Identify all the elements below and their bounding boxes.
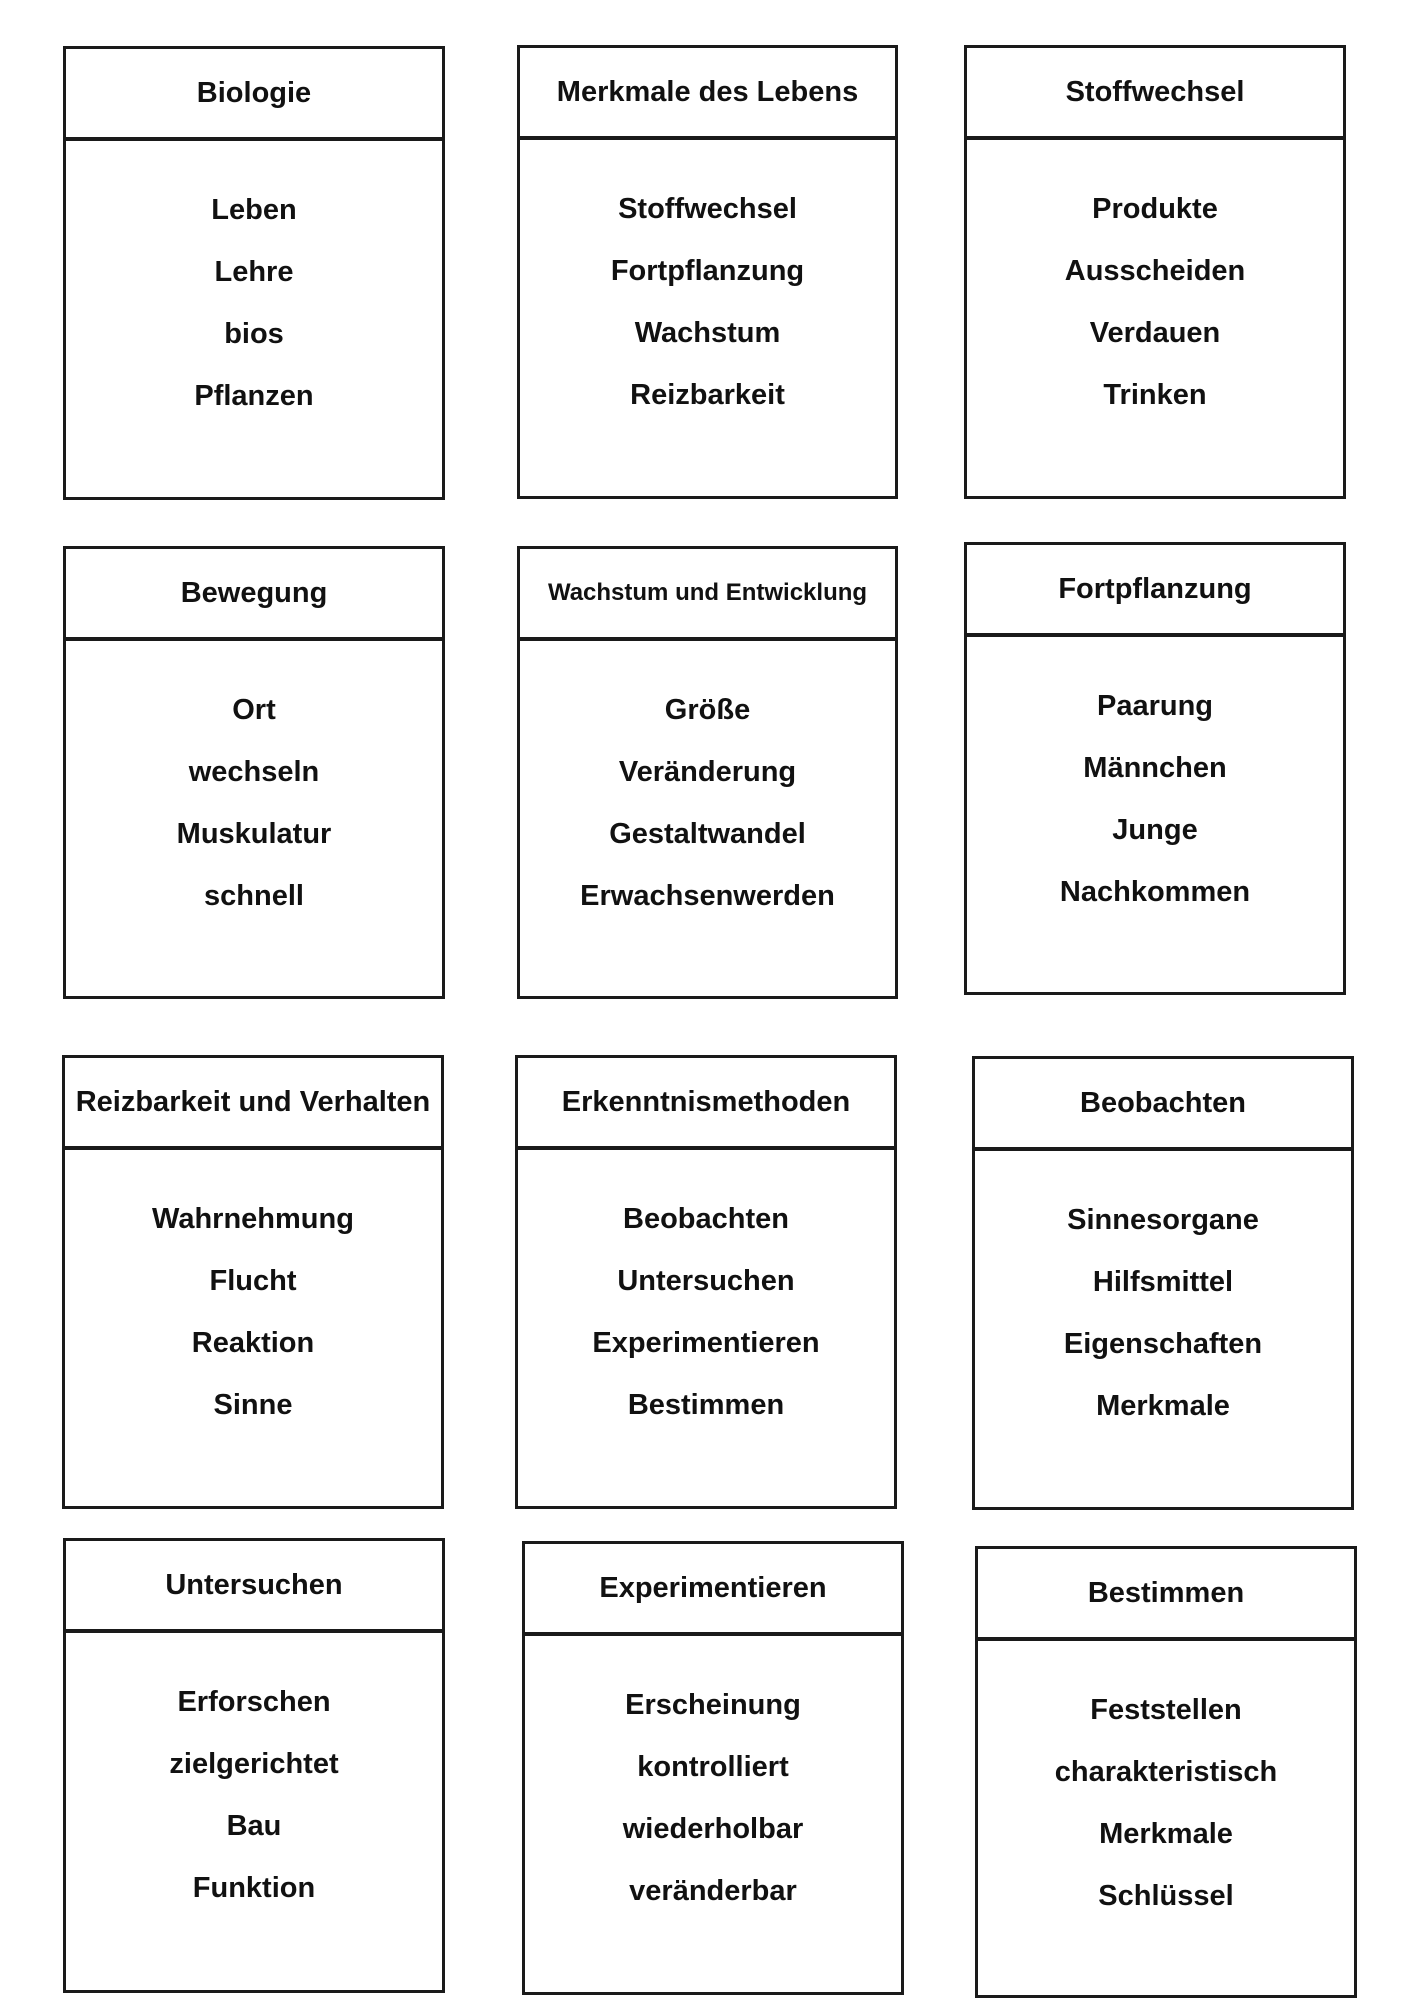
card-stoffwechsel: [964, 45, 1346, 499]
card-word: Veränderung: [618, 756, 797, 788]
card-word: Experimentieren: [592, 1327, 820, 1359]
card-word: Reaktion: [191, 1327, 315, 1359]
card-word: Leben: [211, 194, 297, 226]
card-word: Pflanzen: [194, 380, 314, 412]
card-word: Größe: [664, 694, 751, 726]
card-word-list: [967, 178, 1343, 426]
card-word: Wachstum: [634, 317, 781, 349]
card-word: Sinne: [213, 1389, 293, 1421]
card-word-list: [975, 1189, 1351, 1437]
card-word: veränderbar: [629, 1875, 797, 1907]
card-word: bios: [224, 318, 284, 350]
card-word: Bestimmen: [627, 1389, 785, 1421]
card-bestimmen: [975, 1546, 1357, 1998]
card-word: Nachkommen: [1059, 876, 1251, 908]
card-word-list: [65, 1188, 441, 1436]
card-word-list: [525, 1674, 901, 1922]
card-word-list: [978, 1679, 1354, 1927]
card-word: Merkmale: [1099, 1818, 1233, 1850]
card-word: Fortpflanzung: [610, 255, 805, 287]
card-word: Funktion: [192, 1872, 316, 1904]
card-wachstum-und-entwicklung: [517, 546, 898, 999]
card-word: zielgerichtet: [169, 1748, 339, 1780]
card-word: Schlüssel: [1098, 1880, 1234, 1912]
card-word-list: [66, 179, 442, 427]
card-word: Merkmale: [1096, 1390, 1230, 1422]
card-word: Untersuchen: [617, 1265, 795, 1297]
card-experimentieren: [522, 1541, 904, 1995]
card-word-list: [520, 679, 895, 927]
card-word: Sinnesorgane: [1067, 1204, 1259, 1236]
card-word: Muskulatur: [176, 818, 332, 850]
card-erkenntnismethoden: [515, 1055, 897, 1509]
card-word-list: [518, 1188, 894, 1436]
card-title: Reizbarkeit und Verhalten: [65, 1058, 441, 1150]
card-title: Wachstum und Entwicklung: [520, 549, 895, 641]
card-title: Fortpflanzung: [967, 545, 1343, 637]
card-word-list: [520, 178, 895, 426]
card-word-list: [66, 1671, 442, 1919]
card-reizbarkeit-und-verhalten: [62, 1055, 444, 1509]
card-title: Biologie: [66, 49, 442, 141]
card-word: Ort: [232, 694, 276, 726]
card-word-list: [967, 675, 1343, 923]
card-fortpflanzung: [964, 542, 1346, 995]
card-title: Untersuchen: [66, 1541, 442, 1633]
card-word: Bau: [226, 1810, 282, 1842]
card-word: Produkte: [1092, 193, 1218, 225]
card-title: Bestimmen: [978, 1549, 1354, 1641]
card-title: Beobachten: [975, 1059, 1351, 1151]
card-word: kontrolliert: [637, 1751, 789, 1783]
card-word: Wahrnehmung: [152, 1203, 354, 1235]
card-beobachten: [972, 1056, 1354, 1510]
card-word: Feststellen: [1090, 1694, 1242, 1726]
card-word: charakteristisch: [1054, 1756, 1278, 1788]
card-word: Verdauen: [1089, 317, 1221, 349]
card-word: Erwachsenwerden: [580, 880, 835, 912]
card-word: Hilfsmittel: [1092, 1266, 1234, 1298]
card-word: Beobachten: [623, 1203, 789, 1235]
card-word: Erforschen: [177, 1686, 331, 1718]
card-title: Bewegung: [66, 549, 442, 641]
card-word-list: [66, 679, 442, 927]
card-word: Gestaltwandel: [609, 818, 806, 850]
card-title: Stoffwechsel: [967, 48, 1343, 140]
card-word: wechseln: [188, 756, 320, 788]
card-title: Erkenntnismethoden: [518, 1058, 894, 1150]
card-title: Merkmale des Lebens: [520, 48, 895, 140]
card-word: Stoffwechsel: [618, 193, 797, 225]
card-word: wiederholbar: [622, 1813, 804, 1845]
card-word: Flucht: [209, 1265, 297, 1297]
card-untersuchen: [63, 1538, 445, 1993]
card-word: Lehre: [214, 256, 294, 288]
card-word: Trinken: [1103, 379, 1207, 411]
card-word: Ausscheiden: [1064, 255, 1246, 287]
card-title: Experimentieren: [525, 1544, 901, 1636]
card-word: Paarung: [1096, 690, 1214, 722]
card-bewegung: [63, 546, 445, 999]
card-word: Reizbarkeit: [630, 379, 785, 411]
card-word: Erscheinung: [625, 1689, 801, 1721]
card-word: Männchen: [1083, 752, 1227, 784]
card-word: Eigenschaften: [1063, 1328, 1263, 1360]
card-merkmale-des-lebens: [517, 45, 898, 499]
card-biologie: [63, 46, 445, 500]
card-word: schnell: [204, 880, 304, 912]
card-word: Junge: [1112, 814, 1198, 846]
